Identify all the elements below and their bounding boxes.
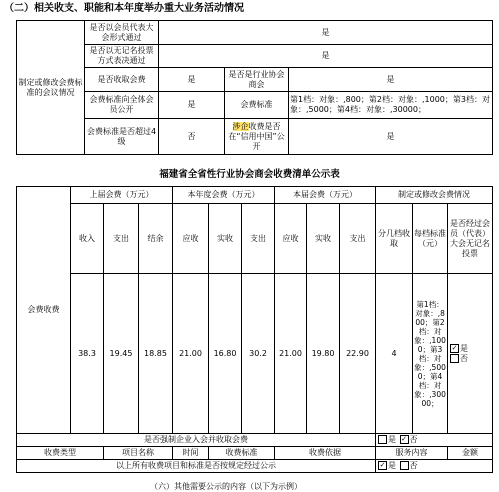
value-year-expense: 30.2 <box>242 274 275 434</box>
approved-no-label: 否 <box>409 461 418 470</box>
fee-col-basis: 收费依据 <box>275 447 376 460</box>
value-prev-balance: 18.85 <box>139 274 173 434</box>
fee-col-service: 服务内容 <box>376 447 448 460</box>
value-curr-received: 19.80 <box>307 274 340 434</box>
checkbox-checked-icon[interactable]: ✓ <box>379 461 386 469</box>
approved-label: 以上所有收费项目和标准是否按规定经过公示 <box>17 460 376 473</box>
fee-col-type: 收费类型 <box>17 447 104 460</box>
fee-col-amount: 金额 <box>448 447 493 460</box>
forced-no-label: 否 <box>409 435 418 444</box>
value-member-congress: 是 <box>159 21 493 45</box>
subheader-curr-received: 实收 <box>307 204 340 274</box>
vote-yes-option[interactable] <box>449 344 491 354</box>
checkbox-checked-icon[interactable]: ✓ <box>401 435 408 443</box>
value-curr-receivable: 21.00 <box>275 274 307 434</box>
fee-col-time: 时间 <box>173 447 209 460</box>
fee-list-table <box>16 186 493 473</box>
group-setting: 制定或修改会费情况 <box>376 187 493 204</box>
vote-options <box>448 274 493 434</box>
meeting-info-table <box>16 20 493 155</box>
forced-yes-label: 是 <box>388 435 397 444</box>
checkbox-empty-icon[interactable] <box>400 461 409 470</box>
label-credit-china-rest: 收费是否在“信用中国”公开 <box>228 121 285 151</box>
subheader-curr-receivable: 应收 <box>275 204 307 274</box>
value-year-receivable: 21.00 <box>173 274 209 434</box>
label-over-4-tiers: 会费标准是否超过4级 <box>85 119 159 155</box>
subheader-tier-count: 分几档收取 <box>376 204 413 274</box>
forced-join-label: 是否强制企业入会并收取会费 <box>17 434 376 447</box>
label-secret-ballot: 是否以无记名投票方式表决通过 <box>85 45 159 68</box>
subheader-prev-income: 收入 <box>71 204 104 274</box>
value-tier-count: 4 <box>376 274 413 434</box>
subheader-prev-expense: 支出 <box>104 204 139 274</box>
subheader-curr-expense: 支出 <box>340 204 376 274</box>
value-year-received: 16.80 <box>209 274 242 434</box>
value-prev-income: 38.3 <box>71 274 104 434</box>
value-credit-china: 是 <box>289 119 493 155</box>
vote-no-option[interactable] <box>449 354 491 364</box>
approved-options <box>376 460 493 473</box>
group-year: 本年度会费（万元） <box>173 187 275 204</box>
value-secret-ballot: 是 <box>159 45 493 68</box>
checkbox-empty-icon[interactable] <box>378 435 387 444</box>
fee-col-standard: 收费标准 <box>209 447 275 460</box>
group-curr: 本届会费（万元） <box>275 187 376 204</box>
subheader-prev-balance: 结余 <box>139 204 173 274</box>
section-title: （二）相关收支、职能和本年度举办重大业务活动情况 <box>4 3 244 14</box>
value-is-association: 是 <box>289 68 493 92</box>
value-over-4-tiers: 否 <box>159 119 225 155</box>
center-title: 福建省全省性行业协会商会收费清单公示表 <box>159 169 340 180</box>
subheader-year-expense: 支出 <box>242 204 275 274</box>
value-fee-public: 是 <box>159 92 225 119</box>
label-collect-fee: 是否收取会费 <box>85 68 159 92</box>
value-curr-expense: 22.90 <box>340 274 376 434</box>
vote-no-label: 否 <box>460 353 469 363</box>
fee-row-header: 会费收费 <box>17 187 71 434</box>
group-prev: 上届会费（万元） <box>71 187 173 204</box>
bottom-text: （六）其他需要公示的内容（以下为示例） <box>150 482 302 491</box>
vote-yes-label: 是 <box>460 343 469 353</box>
forced-join-options <box>376 434 493 447</box>
subheader-vote: 是否经过会员（代表）大会无记名投票 <box>448 204 493 274</box>
value-fee-standard: 第1档：对象：,800；第2档：对象：,1000；第3档：对象：,5000；第4档：对象：,30000； <box>289 92 493 119</box>
label-is-association: 是否是行业协会商会 <box>225 68 289 92</box>
highlighted-text: 涉企 <box>232 121 249 131</box>
fee-col-item: 项目名称 <box>104 447 173 460</box>
label-credit-china <box>225 119 289 155</box>
approved-yes-label: 是 <box>388 461 397 470</box>
value-tier-standards: 第1档：对象：,800；第2档：对象：,1000；第3档：对象：,5000；第4档：对象：,30000； <box>413 274 448 434</box>
label-fee-public: 会费标准向全体会员公开 <box>85 92 159 119</box>
label-member-congress: 是否以会员代表大会形式通过 <box>85 21 159 45</box>
value-collect-fee: 是 <box>159 68 225 92</box>
value-prev-expense: 19.45 <box>104 274 139 434</box>
subheader-year-received: 实收 <box>209 204 242 274</box>
meeting-row-header: 制定或修改会费标准的会议情况 <box>17 21 85 155</box>
checkbox-checked-icon[interactable]: ✓ <box>451 343 458 352</box>
subheader-year-receivable: 应收 <box>173 204 209 274</box>
subheader-tier-standard: 每档标准（元） <box>413 204 448 274</box>
label-fee-standard: 会费标准 <box>225 92 289 119</box>
checkbox-empty-icon[interactable] <box>450 354 459 363</box>
